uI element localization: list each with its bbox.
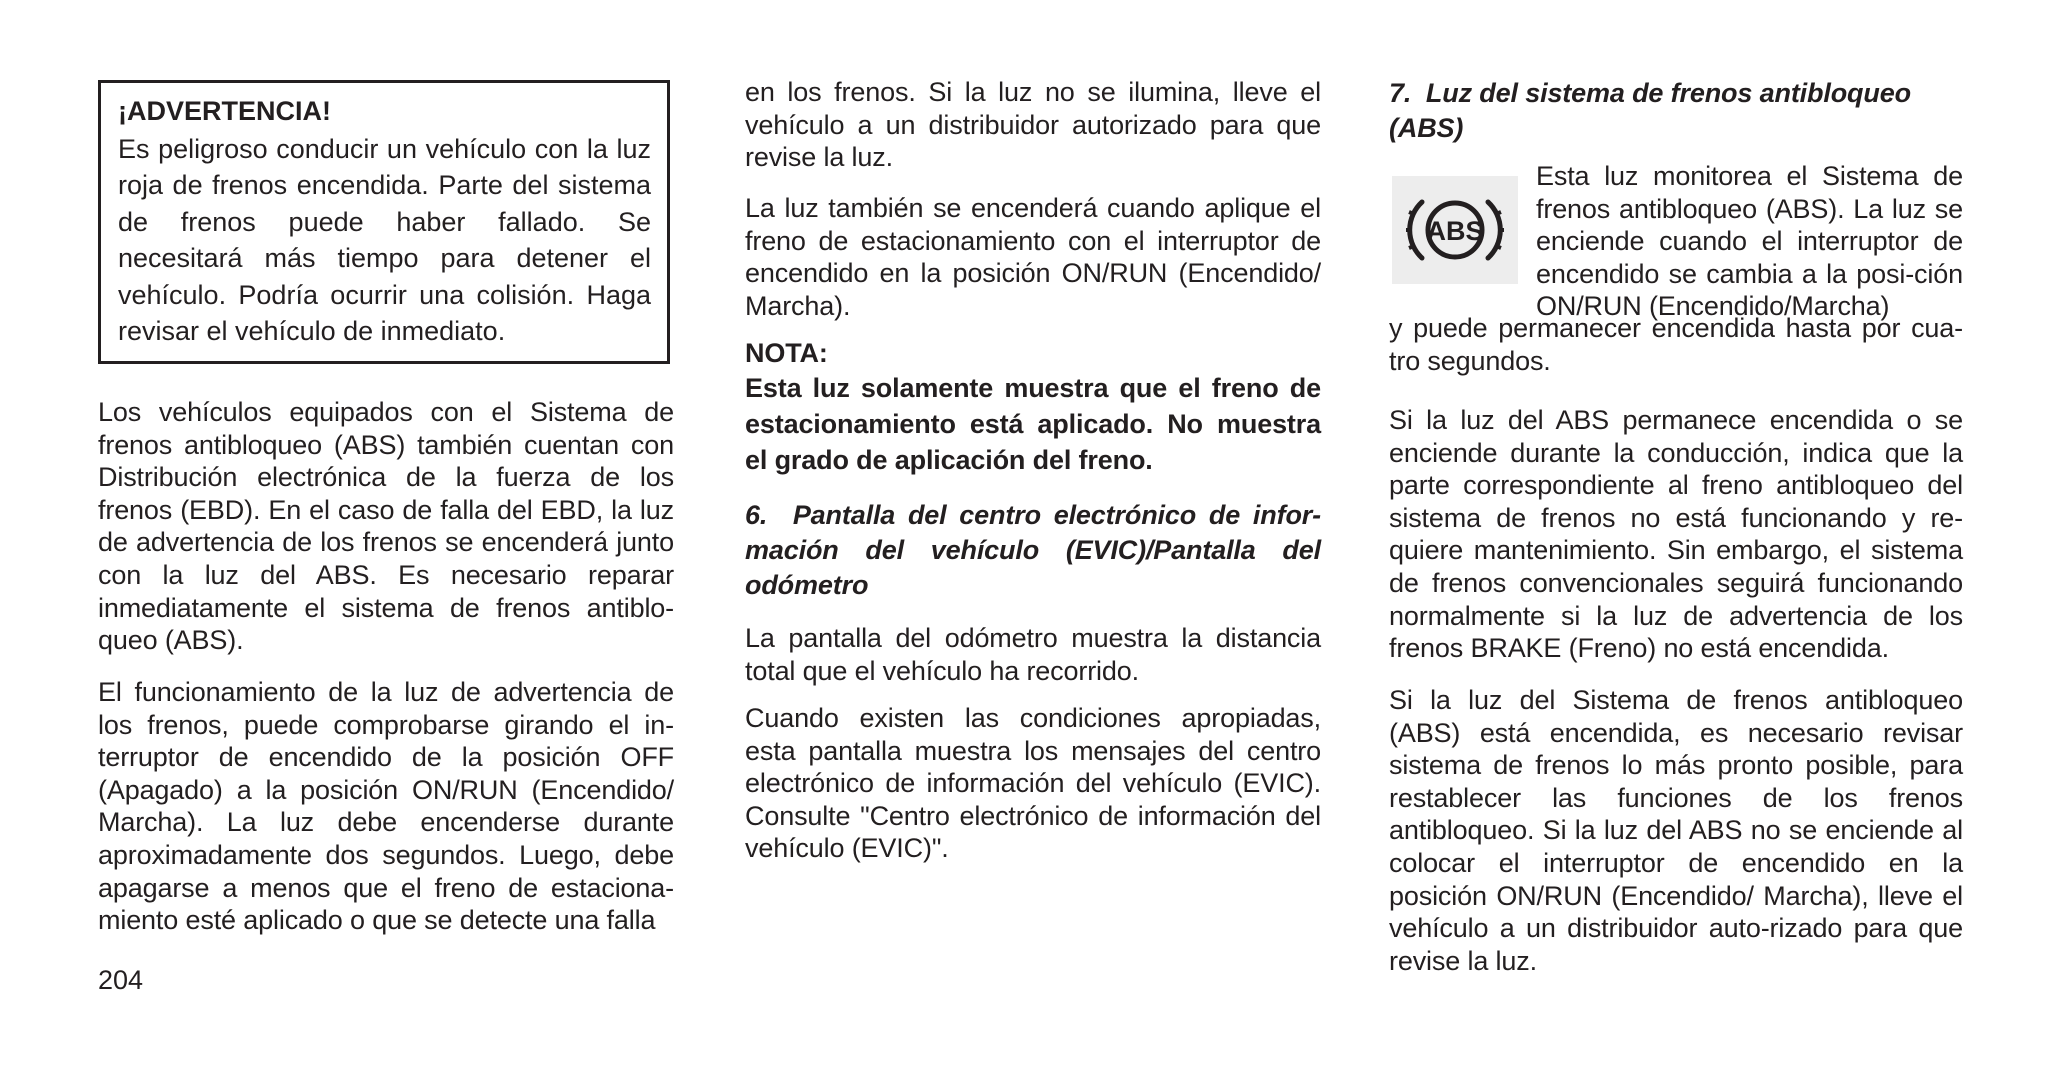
- column3-paragraph-3: Si la luz del Sistema de frenos antibloqueo (ABS) está encendida, es necesario revisar sistema de frenos lo más pronto posible, para restablecer las funciones de los frenos antibloqueo. Si la luz del ABS no se enciende al colocar el interruptor de encendido en la posición ON/RUN (Encendido/ Marcha), lleve el vehículo a un distribuidor auto-rizado para que revise la luz.: [1389, 685, 1963, 976]
- section-7-number: 7.: [1389, 78, 1412, 108]
- nota-body: Esta luz solamente muestra que el freno de estacionamiento está aplicado. No muestra el grado de aplicación del freno.: [745, 372, 1321, 475]
- warning-title: ¡ADVERTENCIA!: [118, 96, 331, 126]
- abs-icon-label: ABS: [1426, 216, 1484, 246]
- column3-paragraph-1-beside-icon: Esta luz monitorea el Sistema de frenos antibloqueo (ABS). La luz se enciende cuando el interruptor de encendido se cambia a la posi-ción ON/RUN (Encendido/Marcha): [1536, 161, 1963, 322]
- column3-paragraph-1-continued: y puede permanecer encendida hasta por cua-tro segundos.: [1389, 313, 1963, 376]
- column3-paragraph-2: Si la luz del ABS permanece encendida o se enciende durante la conducción, indica que la parte correspondiente al freno antibloqueo del sistema de frenos no está funcionando y re-quiere mantenimiento. Sin embargo, el sistema de frenos convencionales seguirá funcionando normalmente si la luz de advertencia de los frenos BRAKE (Freno) no está encendida.: [1389, 405, 1963, 664]
- section-7-title: Luz del sistema de frenos antibloqueo (ABS): [1389, 78, 1911, 143]
- warning-box: [98, 80, 670, 364]
- column2-paragraph-4: Cuando existen las condiciones apropiadas, esta pantalla muestra los mensajes del centro electrónico de información del vehículo (EVIC). Consulte "Centro electrónico de información del vehículo (EVIC)".: [745, 703, 1321, 864]
- warning-text: Es peligroso conducir un vehículo con la luz roja de frenos encendida. Parte del sistema de frenos puede haber fallado. Se necesitará más tiempo para detener el vehículo. Podría ocurrir una colisión. Haga revisar el vehículo de inmediato.: [118, 134, 651, 347]
- column1-paragraph-1: Los vehículos equipados con el Sistema de frenos antibloqueo (ABS) también cuentan con Distribución electrónica de la fuerza de los frenos (EBD). En el caso de falla del EBD, la luz de advertencia de los frenos se encenderá junto con la luz del ABS. Es necesario reparar inmediatamente el sistema de frenos antiblo-queo (ABS).: [98, 397, 674, 656]
- column1-paragraph-2: El funcionamiento de la luz de advertencia de los frenos, puede comprobarse girando el in-terruptor de encendido de la posición OFF (Apagado) a la posición ON/RUN (Encendido/ Marcha). La luz debe encenderse durante aproximadamente dos segundos. Luego, debe apagarse a menos que el freno de estaciona-miento esté aplicado o que se detecte una falla: [98, 677, 674, 936]
- abs-warning-icon: [1392, 176, 1518, 284]
- nota-block: [745, 337, 1321, 478]
- abs-icon-graphic: [1392, 176, 1518, 284]
- section-6-number: 6.: [745, 500, 768, 530]
- section-6-heading: [745, 498, 1321, 603]
- section-7-heading: [1389, 76, 1963, 146]
- page-number: 204: [98, 965, 144, 995]
- column2-paragraph-1: en los frenos. Si la luz no se ilumina, lleve el vehículo a un distribuidor autorizado para que revise la luz.: [745, 77, 1321, 173]
- column2-paragraph-3: La pantalla del odómetro muestra la distancia total que el vehículo ha recorrido.: [745, 623, 1321, 686]
- nota-title: NOTA:: [745, 338, 828, 368]
- section-6-title: Pantalla del centro electrónico de infor-mación del vehículo (EVIC)/Pantalla del odómetro: [745, 500, 1321, 600]
- column2-paragraph-2: La luz también se encenderá cuando aplique el freno de estacionamiento con el interruptor de encendido en la posición ON/RUN (Encendido/ Marcha).: [745, 193, 1321, 321]
